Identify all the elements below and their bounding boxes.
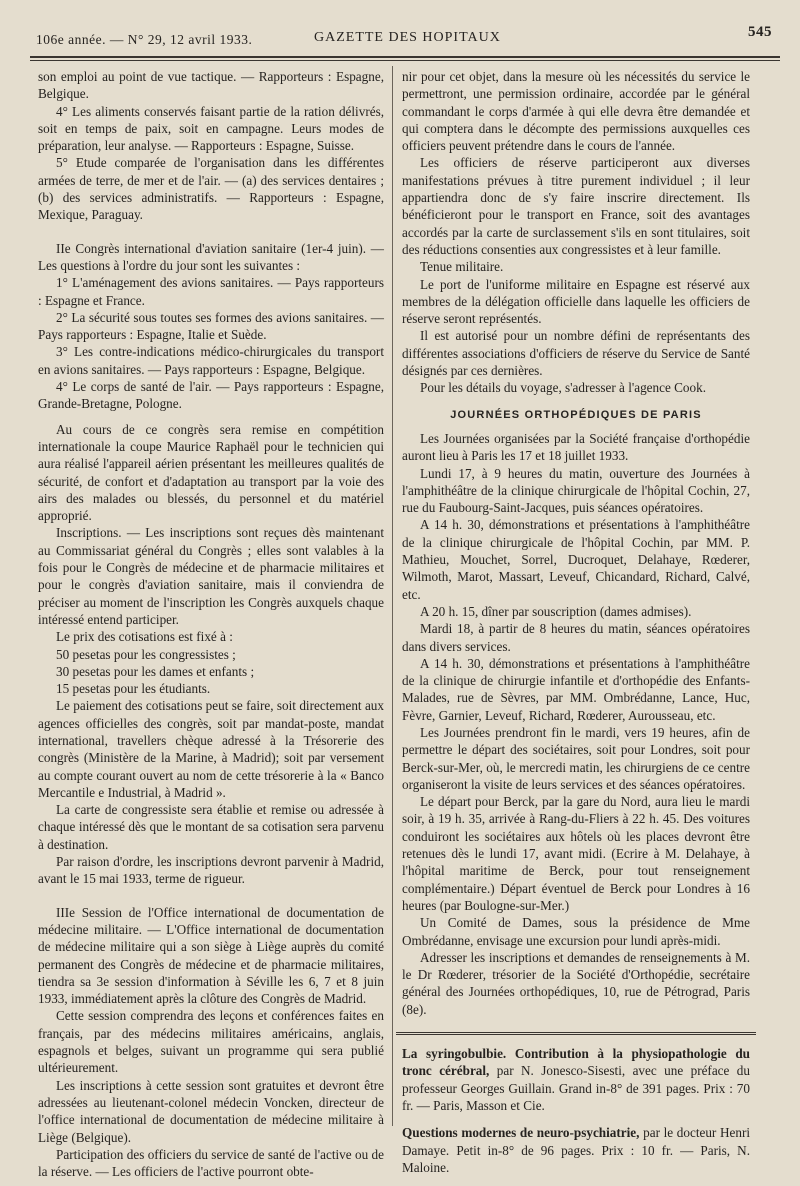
journal-title: GAZETTE DES HOPITAUX (314, 30, 501, 45)
paragraph: Adresser les inscriptions et demandes de renseignements à M. le Dr Rœderer, trésorier de la Société d'Orthopédie, secrétaire général des Journées orthopédiques, 10, rue de Pétrograd, Paris (8e). (402, 949, 750, 1017)
paragraph: Le paiement des cotisations peut se faire, soit directement aux agences officielles des congrès, soit par mandat-poste, mandat international, travellers chèque adressé à la Trésorerie des congrès (Ministère de la Marine, à Madrid); soit par versement au compte courant ouvert au nom de cette trésorerie à la « Banco Mercantile e Industrial, à Madrid ». (38, 698, 384, 800)
left-column (38, 68, 384, 1180)
paragraph: A 20 h. 15, dîner par souscription (dames admises). (420, 603, 692, 619)
paragraph: son emploi au point de vue tactique. — Rapporteurs : Espagne, Belgique. (38, 69, 384, 102)
paragraph: Cette session comprendra des leçons et conférences faites en français, par des médecins militaires américains, anglais, espagnols et belges, suivant un programme qui sera publié ultérieurement. (38, 1008, 384, 1076)
paragraph: Le départ pour Berck, par la gare du Nord, aura lieu le mardi soir, à 19 h. 35, arrivée à Rang-du-Fliers à 22 h. 45. Des voitures conduiront les sociétaires aux hôtels où les places devront être retenues dès le lundi 17, avant midi. (Ecrire à M. Delahaye, à l'hôpital maritime de Berck, pour tout renseignement complémentaire.) Départ éventuel de Berck pour Londres à 16 heures (par Boulogne-sur-Mer.) (402, 794, 750, 913)
page-number: 545 (748, 24, 772, 40)
paragraph: Un Comité de Dames, sous la présidence de Mme Ombrédanne, envisage une excursion pour lundi après-midi. (402, 915, 750, 948)
paragraph: IIe Congrès international d'aviation sanitaire (1er-4 juin). — Les questions à l'ordre du jour sont les suivantes : (38, 240, 384, 273)
paragraph: A 14 h. 30, démonstrations et présentations à l'amphithéâtre de la clinique de chirurgie infantile et d'orthopédie des Enfants-Malades, rue de Sèvres, par MM. Ombrédanne, Lance, Huc, Fèvre, Garnier, Leveuf, Richard, Rœderer, Aurousseau, etc. (402, 655, 750, 723)
paragraph: 4° Les aliments conservés faisant partie de la ration délivrés, soit en temps de paix, soit en campagne. Leurs modes de préparation, leur analyse. — Rapporteurs : Espagne, Suisse. (38, 103, 384, 154)
paragraph: Tenue militaire. (420, 259, 504, 275)
paragraph: Pour les détails du voyage, s'adresser à l'agence Cook. (420, 380, 707, 396)
paragraph: Par raison d'ordre, les inscriptions devront parvenir à Madrid, avant le 15 mai 1933, terme de rigueur. (38, 854, 384, 887)
paragraph: 50 pesetas pour les congressistes ; (56, 646, 236, 662)
header-rule (30, 56, 780, 58)
paragraph: Le prix des cotisations est fixé à : (56, 629, 233, 645)
book-details: par le docteur Henri Damaye. Petit in-8° de 96 pages. Prix : 10 fr. — Paris, N. Maloine. (402, 1125, 750, 1175)
paragraph: Les Journées organisées par la Société française d'orthopédie auront lieu à Paris les 17 et 18 juillet 1933. (402, 430, 750, 464)
paragraph: Au cours de ce congrès sera remise en compétition internationale la coupe Maurice Raphaël pour le technicien qui aura réalisé l'appareil aérien présentant les meilleures qualités de sécurité, de confort et d'adaptation au transport par la voie des airs des malades ou blessés, du personnel et du matériel approprié. (38, 421, 384, 524)
section-rule (396, 1032, 756, 1035)
bibliography-entry (402, 1124, 750, 1176)
paragraph: Les Journées prendront fin le mardi, vers 19 heures, afin de permettre le départ des sociétaires, soit pour Londres, soit pour Berck-sur-Mer, où, le mercredi matin, les chirurgiens de ce centre organiseront la visite de leurs services et des séances opératoires. (402, 724, 750, 792)
book-title: La syringobulbie. Contribution à la physiopathologie du tronc cérébral, (402, 1046, 750, 1079)
paragraph: Participation des officiers du service de santé de l'active ou de la réserve. — Les officiers de l'active pourront obte- (38, 1146, 384, 1180)
paragraph: Les inscriptions à cette session sont gratuites et devront être adressées au lieutenant-colonel médecin Voncken, directeur de l'office international de documentation de médecine militaire à Liège (Belgique). (38, 1077, 384, 1145)
paragraph: nir pour cet objet, dans la mesure où les nécessités du service le permettront, une permission ordinaire, accordée par le général commandant le corps d'armée à qui elle devra être demandée et qui comptera dans le décompte des permissions auxquelles ces officiers peuvent prétendre dans le cours de l'année. (402, 69, 750, 154)
paragraph: 4° Le corps de santé de l'air. — Pays rapporteurs : Espagne, Grande-Bretagne, Pologne. (38, 379, 384, 412)
paragraph: IIIe Session de l'Office international de documentation de médecine militaire. — L'Office international de documentation de médecine militaire qui a son siège à Liège auprès du comité permanent des Congrès de médecine et de pharmacie militaires, tiendra sa 3e session d'information à Séville les 6, 7 et 8 juin 1933, immédiatement après la clôture des Congrès de Madrid. (38, 904, 384, 1007)
bibliography-entry (402, 1045, 750, 1114)
paragraph: 15 pesetas pour les étudiants. (56, 681, 211, 697)
paragraph: A 14 h. 30, démonstrations et présentations à l'amphithéâtre de la clinique chirurgicale de l'hôpital Cochin, par MM. P. Mathieu, Mouchet, Sorrel, Ducroquet, Delahaye, Rœderer, Wilmoth, Marot, Massart, Leveuf, Chicandard, Richard, Calvé, etc. (402, 517, 750, 602)
book-details: par N. Jonesco-Sisesti, avec une préface du professeur Georges Guillain. Grand in-8° de 391 pages. Prix : 70 fr. — Paris, Masson et Cie. (402, 1063, 750, 1113)
issue-info: 106e année. — N° 29, 12 avril 1933. (36, 32, 253, 47)
paragraph: Mardi 18, à partir de 8 heures du matin, séances opératoires dans divers services. (402, 621, 750, 654)
paragraph: 30 pesetas pour les dames et enfants ; (56, 663, 255, 679)
header-rule-thin (30, 60, 780, 61)
paragraph: Lundi 17, à 9 heures du matin, ouverture des Journées à l'amphithéâtre de la clinique chirurgicale de l'hôpital Cochin, 27, rue du Faubourg-Saint-Jacques, puis séances opératoires. (402, 465, 750, 516)
section-title: JOURNÉES ORTHOPÉDIQUES DE PARIS (450, 408, 702, 421)
right-column (402, 68, 750, 1186)
book-title: Questions modernes de neuro-psychiatrie, (402, 1125, 640, 1141)
paragraph: Le port de l'uniforme militaire en Espagne est réservé aux membres de la délégation officielle dans laquelle les officiers de réserve seront représentés. (402, 276, 750, 327)
paragraph: La carte de congressiste sera établie et remise ou adressée à chaque intéressé dès que le montant de sa cotisation sera parvenu à destination. (38, 802, 384, 852)
paragraph: 1° L'aménagement des avions sanitaires. — Pays rapporteurs : Espagne et France. (38, 275, 384, 308)
paragraph: Les officiers de réserve participeront aux diverses manifestations prévues à titre purement individuel ; il leur appartiendra donc de s'y faire inscrire directement. Ils bénéficieront pour le transport en France, soit des avantages accordés par la carte de surclassement s'ils en sont titulaires, soit des réductions consenties aux congressistes et à leur famille. (402, 155, 750, 257)
column-divider (392, 66, 393, 1126)
paragraph: 3° Les contre-indications médico-chirurgicales du transport en avions sanitaires. — Pays rapporteurs : Espagne, Belgique. (38, 344, 384, 377)
paragraph: Inscriptions. — Les inscriptions sont reçues dès maintenant au Commissariat général du Congrès ; elles sont valables à la fois pour le Congrès de médecine et de pharmacie militaires et pour le congrès d'aviation sanitaire, mais il conviendra de préciser au moment de l'inscription les Congrès auxquels chaque intéressé entend participer. (38, 525, 384, 627)
page-header (36, 22, 772, 48)
paragraph: Il est autorisé pour un nombre défini de représentants des différentes associations d'officiers de réserve du Service de Santé désignés par ces dernières. (402, 328, 750, 379)
paragraph: 2° La sécurité sous toutes ses formes des avions sanitaires. — Pays rapporteurs : Espagne, Italie et Suède. (38, 309, 384, 343)
paragraph: 5° Etude comparée de l'organisation dans les différentes armées de terre, de mer et de l'air. — (a) des services dentaires ; (b) des services administratifs. — Rapporteurs : Espagne, Mexique, Paraguay. (38, 155, 384, 223)
